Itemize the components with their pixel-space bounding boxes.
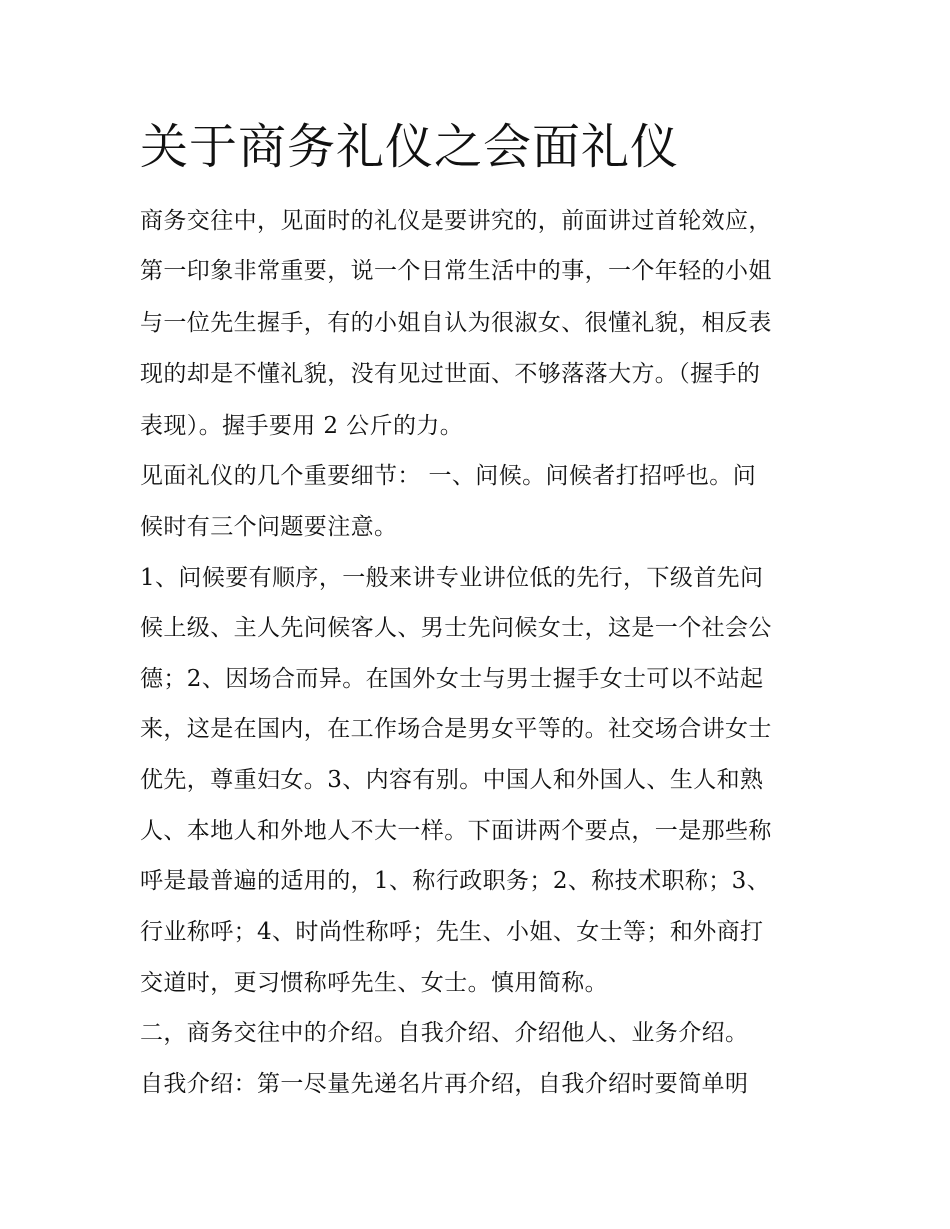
body-line: 行业称呼；4、时尚性称呼；先生、小姐、女士等；和外商打 [140,919,764,945]
body-line: 人、本地人和外地人不大一样。下面讲两个要点，一是那些称 [140,818,772,844]
body-line: 来，这是在国内，在工作场合是男女平等的。社交场合讲女士 [140,716,772,742]
body-line: 呼是最普遍的适用的，1、称行政职务；2、称技术职称；3、 [140,868,771,894]
body-line: 自我介绍：第一尽量先递名片再介绍，自我介绍时要简单明 [140,1071,749,1097]
body-line: 表现）。握手要用 2 公斤的力。 [140,413,464,439]
body-line: 商务交往中，见面时的礼仪是要讲究的，前面讲过首轮效应， [140,208,772,234]
document-title: 关于商务礼仪之会面礼仪 [140,119,680,175]
body-line: 德；2、因场合而异。在国外女士与男士握手女士可以不站起 [140,666,764,692]
body-line: 二，商务交往中的介绍。自我介绍、介绍他人、业务介绍。 [140,1020,749,1046]
body-line: 候上级、主人先问候客人、男士先问候女士，这是一个社会公 [140,615,772,641]
body-line: 现的却是不懂礼貌，没有见过世面、不够落落大方。（握手的 [140,361,761,387]
body-line: 见面礼仪的几个重要细节： 一、问候。问候者打招呼也。问 [140,463,757,489]
body-line: 优先，尊重妇女。3、内容有别。中国人和外国人、生人和熟 [140,767,764,793]
body-line: 第一印象非常重要，说一个日常生活中的事，一个年轻的小姐 [140,258,772,284]
body-line: 交道时，更习惯称呼先生、女士。慎用简称。 [140,970,608,996]
body-line: 与一位先生握手，有的小姐自认为很淑女、很懂礼貌，相反表 [140,310,772,336]
body-line: 候时有三个问题要注意。 [140,514,398,540]
body-line: 1、问候要有顺序，一般来讲专业讲位低的先行，下级首先问 [140,565,764,591]
